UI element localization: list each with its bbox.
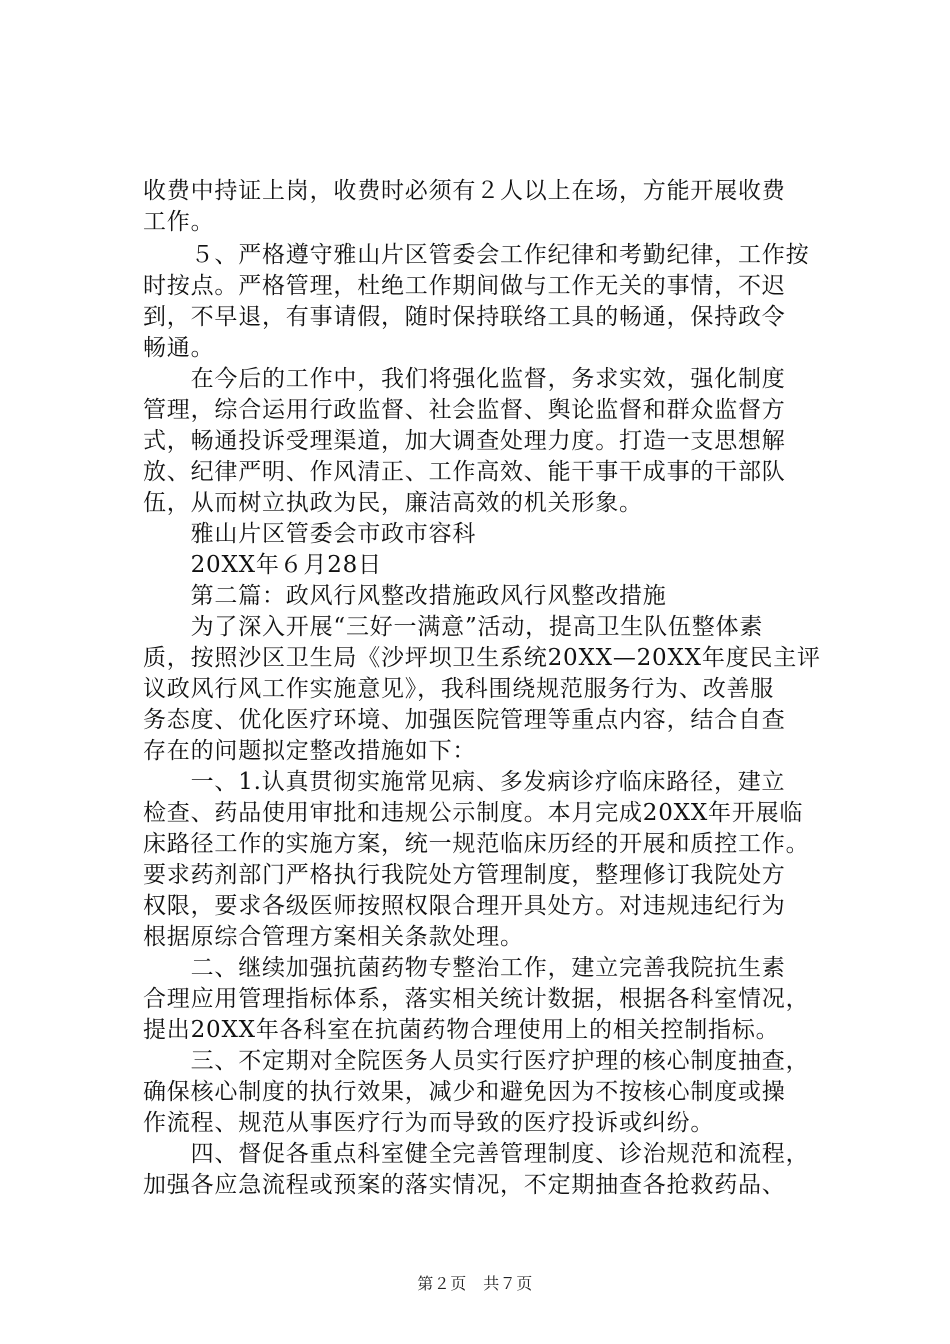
text-line: 议政风行风工作实施意见》，我科围绕规范服务行为、改善服 — [143, 676, 775, 702]
section-heading: 第二篇：政风行风整改措施政风行风整改措施 — [143, 583, 667, 609]
text-line: 要求药剂部门严格执行我院处方管理制度，整理修订我院处方 — [143, 862, 786, 888]
text-line: 伍，从而树立执政为民，廉洁高效的机关形象。 — [143, 490, 643, 516]
text-line: 收费中持证上岗，收费时必须有２人以上在场，方能开展收费 — [143, 178, 786, 204]
text-line: 管理，综合运用行政监督、社会监督、舆论监督和群众监督方 — [143, 397, 786, 423]
text-line: 合理应用管理指标体系，落实相关统计数据，根据各科室情况， — [143, 986, 810, 1012]
signature-org: 雅山片区管委会市政市容科 — [143, 521, 477, 547]
signature-date: 20XX年６月28日 — [143, 552, 382, 578]
text-line: 为了深入开展“三好一满意”活动，提高卫生队伍整体素 — [143, 614, 764, 640]
text-line: 提出20XX年各科室在抗菌药物合理使用上的相关控制指标。 — [143, 1017, 780, 1043]
text-line: 式，畅通投诉受理渠道，加大调查处理力度。打造一支思想解 — [143, 428, 786, 454]
page-number-footer: 第２页 共７页 — [417, 1274, 533, 1293]
text-line: 二、继续加强抗菌药物专整治工作，建立完善我院抗生素 — [143, 955, 786, 981]
text-line: 权限，要求各级医师按照权限合理开具处方。对违规违纪行为 — [143, 893, 786, 919]
text-line: 质，按照沙区卫生局《沙坪坝卫生系统20XX—20XX年度民主评 — [143, 645, 821, 671]
text-line: 检查、药品使用审批和违规公示制度。本月完成20XX年开展临 — [143, 800, 804, 826]
text-line: ５、严格遵守雅山片区管委会工作纪律和考勤纪律，工作按 — [143, 242, 810, 268]
text-line: 一、1.认真贯彻实施常见病、多发病诊疗临床路径，建立 — [143, 769, 786, 795]
text-line: 根据原综合管理方案相关条款处理。 — [143, 924, 524, 950]
text-line: 时按点。严格管理，杜绝工作期间做与工作无关的事情，不迟 — [143, 273, 786, 299]
text-line: 确保核心制度的执行效果，减少和避免因为不按核心制度或操 — [143, 1079, 786, 1105]
text-line: 工作。 — [143, 209, 215, 235]
text-line: 四、督促各重点科室健全完善管理制度、诊治规范和流程， — [143, 1141, 810, 1167]
text-line: 在今后的工作中，我们将强化监督，务求实效，强化制度 — [143, 366, 786, 392]
text-line: 三、不定期对全院医务人员实行医疗护理的核心制度抽查， — [143, 1048, 810, 1074]
text-line: 放、纪律严明、作风清正、工作高效、能干事干成事的干部队 — [143, 459, 786, 485]
text-line: 畅通。 — [143, 335, 215, 361]
text-line: 存在的问题拟定整改措施如下： — [143, 738, 477, 764]
text-line: 到，不早退，有事请假，随时保持联络工具的畅通，保持政令 — [143, 304, 786, 330]
text-line: 加强各应急流程或预案的落实情况，不定期抽查各抢救药品、 — [143, 1172, 786, 1198]
text-line: 床路径工作的实施方案，统一规范临床历经的开展和质控工作。 — [143, 831, 810, 857]
text-line: 作流程、规范从事医疗行为而导致的医疗投诉或纠纷。 — [143, 1110, 715, 1136]
text-line: 务态度、优化医疗环境、加强医院管理等重点内容，结合自查 — [143, 707, 786, 733]
